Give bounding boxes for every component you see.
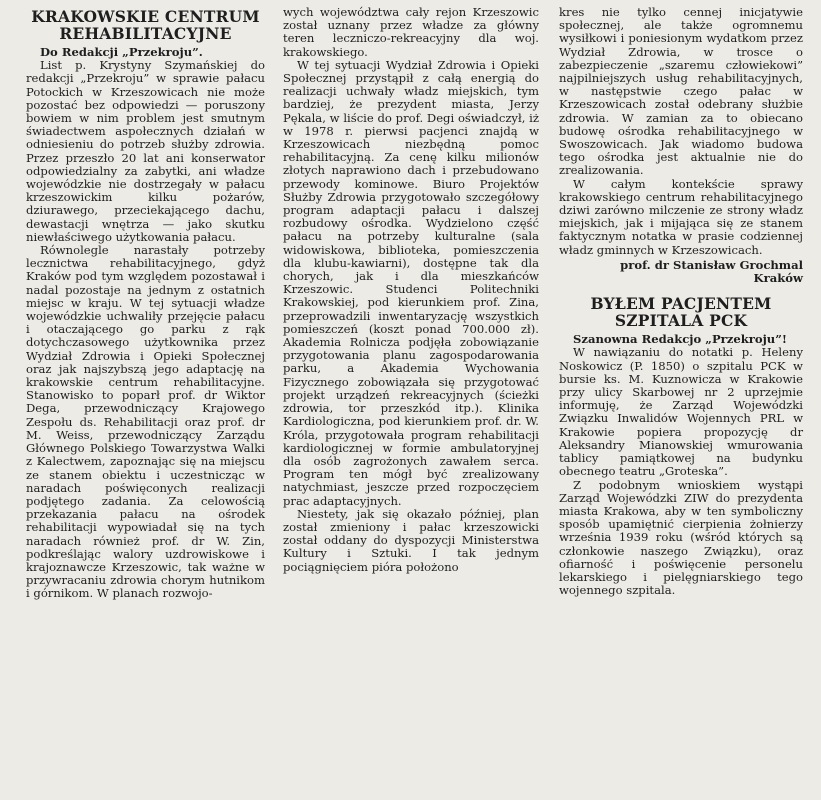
article-2-salutation: Szanowna Redakcjo „Przekroju”! [573,332,787,347]
article-1-paragraph: W całym kontekście sprawy krakowskiego centrum rehabilitacyjnego dziwi zarówno milczenie ze strony władz miejskich, jak i mijająca się ze stanem faktycznym notatka w prasie codziennej władz gminnych w Krzeszowicach. [559,176,803,257]
signature-city: Kraków [753,271,803,286]
article-1-paragraph: List p. Krystyny Szymańskiej do redakcji „Przekroju” w sprawie pałacu Potockich w Krzeszowicach nie może pozostać bez odpowiedzi — poruszony bowiem w nim problem jest smutnym świadectwem aspołecznych działań w odniesieniu do potrzeb służby zdrowia. Przez przeszło 20 lat ani konserwator odpowiedzialny za zabytki, ani władze wojewódzkie nie dostrzegały w pałacu krzeszowickim kilku pożarów, dziurawego, przeciekającego dachu, dewastacji wnętrza — jako skutku niewłaściwego użytkowania pałacu. [26,58,265,244]
column-2 [273,6,547,796]
column-3 [547,6,807,796]
article-2-paragraph: Z podobnym wnioskiem wystąpi Zarząd Wojewódzki ZIW do prezydenta miasta Krakowa, aby w ten symboliczny sposób upamiętnić cierpienia żołnierzy września 1939 roku (wśród których są członkowie naszego Związku), oraz ofiarność i poświęcenie personelu lekarskiego i pielęgniarskiego tego wojennego szpitala. [559,477,803,598]
article-1-signature [559,259,803,285]
article-1-paragraph: W tej sytuacji Wydział Zdrowia i Opieki Społecznej przystąpił z całą energią do realizacji uchwały władz miejskich, tym bardziej, że prezydent miasta, Jerzy Pękala, w liście do prof. Degi oświadczył, iż w 1978 r. pierwsi pacjenci znajdą w Krzeszowicach niezbędną pomoc rehabilitacyjną. Za cenę kilku milionów złotych naprawiono dach i przebudowano przewody kominowe. Biuro Projektów Służby Zdrowia przygotowało szczegółowy program adaptacji pałacu i dalszej rozbudowy ośrodka. Wydzielono część pałacu na potrzeby kulturalne (sala widowiskowa, biblioteka, pomieszczenia dla klubu-kawiarni), dostępne tak dla chorych, jak i dla mieszkańców Krzeszowic. Studenci Politechniki Krakowskiej, pod kierunkiem prof. Zina, przeprowadzili inwentaryzację wszystkich pomieszczeń (koszt ponad 700.000 zł). Akademia Rolnicza podjęła zobowiązanie przygotowania planu zagospodarowania parku, a Akademia Wychowania Fizycznego zobowiązała się przygotować projekt urządzeń rekreacyjnych (ścieżki zdrowia, tor przeszkód itp.). Klinika Kardiologiczna, pod kierunkiem prof. dr. W. Króla, przygotowała program rehabilitacji kardiologicznej w formie ambulatoryjnej dla osób zagrożonych zawałem serca. Program ten mógł być zrealizowany natychmiast, jeszcze przed rozpoczęciem prac adaptacyjnych. [283,57,539,508]
article-1-headline: KRAKOWSKIE CENTRUM REHABILITACYJNE [31,7,260,43]
article-1-salutation: Do Redakcji „Przekroju”. [40,45,203,59]
article-2-paragraph: W nawiązaniu do notatki p. Heleny Noskowicz (P. 1850) o szpitalu PCK w bursie ks. M. Kuznowicza w Krakowie przy ulicy Skarbowej nr 2 uprzejmie informuję, że Zarząd Wojewódzki Związku Inwalidów Wojennych PRL w Krakowie popiera propozycję dr Aleksandry Mianowskiej wmurowania tablicy pamiątkowej na budynku obecnego teatru „Groteska”. [559,345,803,479]
article-1-paragraph: Niestety, jak się okazało później, plan został zmieniony i pałac krzeszowicki został oddany do dyspozycji Ministerstwa Kultury i Sztuki. I tak jednym pociągnięciem pióra położono [283,506,539,574]
article-2-headline: BYŁEM PACJENTEM SZPITALA PCK [590,294,772,331]
column-1 [6,6,273,796]
article-1-paragraph: wych województwa cały rejon Krzeszowic został uznany przez władze za główny teren leczniczo-rekreacyjny dla woj. krakowskiego. [283,6,539,59]
signature-name: prof. dr Stanisław Grochmal [620,257,803,272]
article-1-paragraph: Równolegle narastały potrzeby lecznictwa rehabilitacyjnego, gdyż Kraków pod tym względem pozostawał i nadal pozostaje na jednym z ostatnich miejsc w kraju. W tej sytuacji władze wojewódzkie uchwaliły przejęcie pałacu i otaczającego go parku z rąk dotychczasowego użytkownika przez Wydział Zdrowia i Opieki Społecznej oraz jak najszybszą jego adaptację na krakowskie centrum rehabilitacyjne. Stanowisko to poparł prof. dr Wiktor Dega, przewodniczący Krajowego Zespołu ds. Rehabilitacji oraz prof. dr M. Weiss, przewodniczący Zarządu Głównego Polskiego Towarzystwa Walki z Kalectwem, zapoznając się na miejscu ze stanem obiektu i uczestnicząc w naradach poświęconych realizacji podjętego zadania. Za celowością przekazania pałacu na ośrodek rehabilitacji wypowiadał się na tych naradach również prof. dr W. Zin, podkreślając walory uzdrowiskowe i krajoznawcze Krzeszowic, tak ważne w przywracaniu zdrowia chorym hutnikom i górnikom. W planach rozwojo- [26,243,265,601]
article-1-paragraph: kres nie tylko cennej inicjatywie społecznej, ale także ogromnemu wysiłkowi i poniesionym wydatkom przez Wydział Zdrowia, w trosce o zabezpieczenie „szaremu człowiekowi” najpilniejszych usług rehabilitacyjnych, w następstwie czego pałac w Krzeszowicach został odebrany służbie zdrowia. W zamian za to obiecano budowę ośrodka rehabilitacyjnego w Swoszowicach. Jak wiadomo budowa tego ośrodka jest aktualnie nie do zrealizowania. [559,6,803,178]
